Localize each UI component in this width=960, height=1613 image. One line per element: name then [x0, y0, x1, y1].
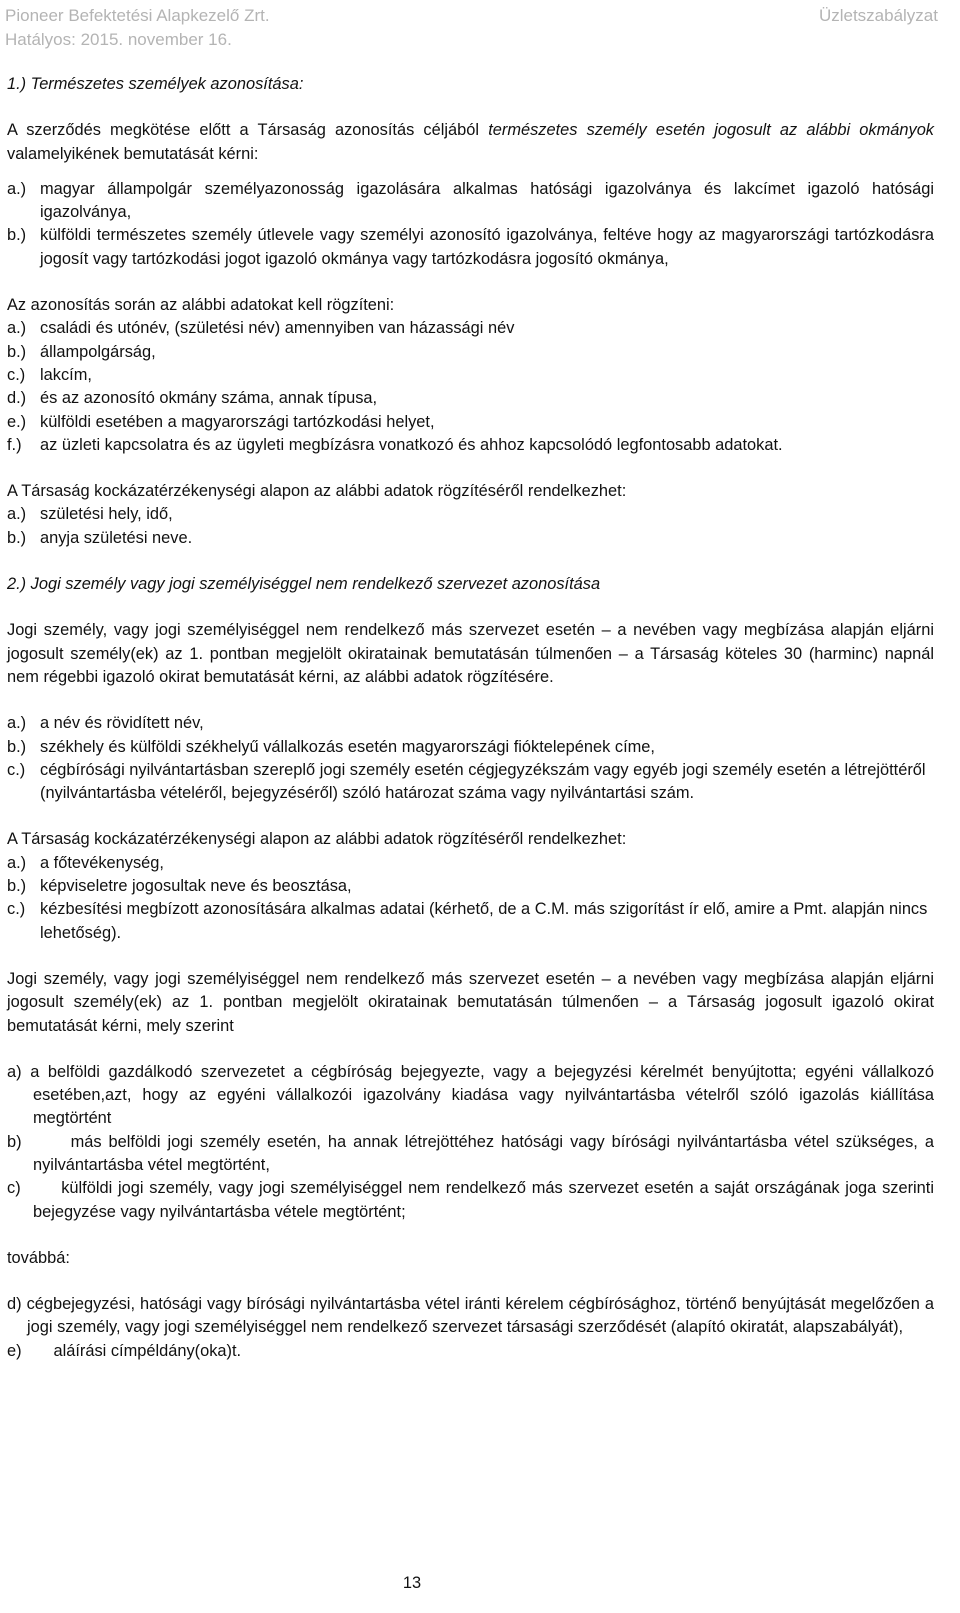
section-1-document-list — [7, 178, 934, 271]
list-item-text: képviseletre jogosultak neve és beosztása, — [40, 877, 352, 896]
list-item — [7, 712, 934, 735]
section-2-risk-list — [7, 852, 934, 945]
list-item — [7, 364, 934, 387]
list-item — [7, 224, 934, 271]
section-2-paragraph-2: Jogi személy, vagy jogi személyiséggel nem rendelkező más szervezet esetén – a nevében vagy megbízása alapján eljárni jogosult személy(ek) az 1. pontban megjelölt okiratainak bemutatásán túlmenően – a Társaság jogosult igazoló okirat bemutatását kérni, mely szerint — [7, 969, 934, 1035]
page-header — [5, 4, 938, 52]
record-intro: Az azonosítás során az alábbi adatokat kell rögzíteni: — [7, 296, 395, 315]
list-item: e) aláírási címpéldány(oka)t. — [7, 1341, 242, 1360]
list-item-label: a.) — [7, 714, 27, 733]
document-body — [7, 73, 934, 1363]
list-item: c) külföldi jogi személy, vagy jogi személyiséggel nem rendelkező más szervezet esetén a saját országának joga szerinti bejegyzése vagy nyilvántartásba vétele megtörtént; — [7, 1179, 934, 1221]
list-item-text: az üzleti kapcsolatra és az ügyleti megbízásra vonatkozó és ahhoz kapcsolódó legfontosabb adatokat. — [40, 435, 783, 454]
list-item-label: a.) — [7, 853, 27, 872]
list-item-label: f.) — [7, 435, 22, 454]
list-item-label: c.) — [7, 900, 26, 919]
list-item-text: születési hely, idő, — [40, 505, 173, 524]
list-item-label: b.) — [7, 342, 27, 361]
section-2-title: 2.) Jogi személy vagy jogi személyiséggel nem rendelkező szervezet azonosítása — [7, 575, 601, 594]
header-company: Pioneer Befektetési Alapkezelő Zrt. — [5, 6, 270, 25]
additional-certificate-list — [7, 1293, 934, 1363]
list-item-text: a név és rövidített név, — [40, 714, 204, 733]
list-item — [7, 178, 934, 225]
list-item-text: állampolgárság, — [40, 342, 156, 361]
page-number: 13 — [402, 1574, 422, 1592]
list-item-label: b.) — [7, 528, 27, 547]
list-item-label: e.) — [7, 412, 27, 431]
certificate-list — [7, 1061, 934, 1224]
list-item: b) más belföldi jogi személy esetén, ha annak létrejöttéhez hatósági vagy bírósági nyilvántartásba vétel szükséges, a nyilvántartásba vétel megtörtént, — [7, 1132, 934, 1174]
list-item-label: a.) — [7, 319, 27, 338]
header-effective-date: Hatályos: 2015. november 16. — [5, 30, 232, 49]
list-item-label: b.) — [7, 226, 27, 245]
risk-list — [7, 503, 934, 550]
list-item-text: a főtevékenység, — [40, 853, 164, 872]
section-2-paragraph-1: Jogi személy, vagy jogi személyiséggel nem rendelkező más szervezet esetén – a nevében vagy megbízása alapján eljárni jogosult személy(ek) az 1. pontban megjelölt okiratainak bemutatásán túlmenően – a Társaság köteles 30 (harminc) napnál nem régebbi igazoló okirat bemutatását kérni, az alábbi adatok rögzítésére. — [7, 621, 934, 686]
list-item-text: kézbesítési megbízott azonosítására alkalmas adatai (kérhető, de a C.M. más szigorítást ír elő, amire a Pmt. alapján nincs lehetőség). — [40, 900, 928, 942]
list-item — [7, 898, 934, 945]
section-2-risk-intro: A Társaság kockázatérzékenységi alapon az alábbi adatok rögzítéséről rendelkezhet: — [7, 830, 627, 849]
list-item: a) a belföldi gazdálkodó szervezetet a cégbíróság bejegyezte, vagy a bejegyzési kérelmét benyújtotta; egyéni vállalkozó esetében,azt, hogy az egyéni vállalkozói igazolvány kiadása vagy nyilvántartásba vételről szóló igazolás kiállítása megtörtént — [7, 1062, 934, 1128]
list-item — [7, 387, 934, 410]
list-item-text: családi és utónév, (születési név) amennyiben van házassági név — [40, 319, 515, 338]
list-item-label: b.) — [7, 737, 27, 756]
list-item — [7, 875, 934, 898]
risk-intro: A Társaság kockázatérzékenységi alapon az alábbi adatok rögzítéséről rendelkezhet: — [7, 482, 627, 501]
list-item — [7, 434, 934, 457]
list-item: d) cégbejegyzési, hatósági vagy bírósági nyilvántartásba vétel iránti kérelem cégbírósághoz, történő benyújtását megelőzően a jogi személy, vagy jogi személyiséggel nem rendelkező szervezet társasági szerződését (alapító okiratát, alapszabályát), — [7, 1295, 934, 1337]
section-1-title: 1.) Természetes személyek azonosítása: — [7, 75, 304, 93]
header-doc-title: Üzletszabályzat — [818, 6, 938, 25]
section-1-intro: A szerződés megkötése előtt a Társaság azonosítás céljából természetes személy esetén jogosult az alábbi okmányok valamelyikének bemutatását kérni: — [7, 121, 934, 163]
legal-entity-data-list — [7, 712, 934, 805]
list-item-text: és az azonosító okmány száma, annak típusa, — [40, 389, 378, 408]
list-item-label: c.) — [7, 365, 26, 384]
list-item — [7, 527, 934, 550]
list-item — [7, 341, 934, 364]
furthermore-label: továbbá: — [7, 1248, 70, 1267]
list-item — [7, 411, 934, 434]
list-item-text: külföldi természetes személy útlevele vagy személyi azonosító igazolványa, feltéve hogy az magyarországi tartózkodásra jogosít vagy tartózkodási jogot igazoló okmánya vagy tartózkodásra jogosító okmánya, — [40, 226, 934, 268]
list-item — [7, 852, 934, 875]
list-item-text: székhely és külföldi székhelyű vállalkozás esetén magyarországi fióktelepének címe, — [40, 737, 655, 756]
list-item-text: anyja születési neve. — [40, 528, 193, 547]
list-item-label: a.) — [7, 179, 27, 198]
list-item-label: a.) — [7, 505, 27, 524]
list-item-label: d.) — [7, 389, 27, 408]
list-item-label: c.) — [7, 760, 26, 779]
list-item-text: lakcím, — [40, 365, 92, 384]
record-list — [7, 317, 934, 457]
list-item — [7, 759, 934, 806]
list-item — [7, 736, 934, 759]
list-item — [7, 317, 934, 340]
list-item-text: külföldi esetében a magyarországi tartózkodási helyet, — [40, 412, 435, 431]
list-item — [7, 503, 934, 526]
list-item-text: magyar állampolgár személyazonosság igazolására alkalmas hatósági igazolványa és lakcímet igazoló hatósági igazolványa, — [40, 179, 934, 222]
list-item-label: b.) — [7, 877, 27, 896]
list-item-text: cégbírósági nyilvántartásban szereplő jogi személy esetén cégjegyzékszám vagy egyéb jogi személy esetén a létrejöttéről (nyilvántartásba vételéről, bejegyzéséről) szóló határozat száma vagy nyilvántartási szám. — [40, 760, 926, 803]
